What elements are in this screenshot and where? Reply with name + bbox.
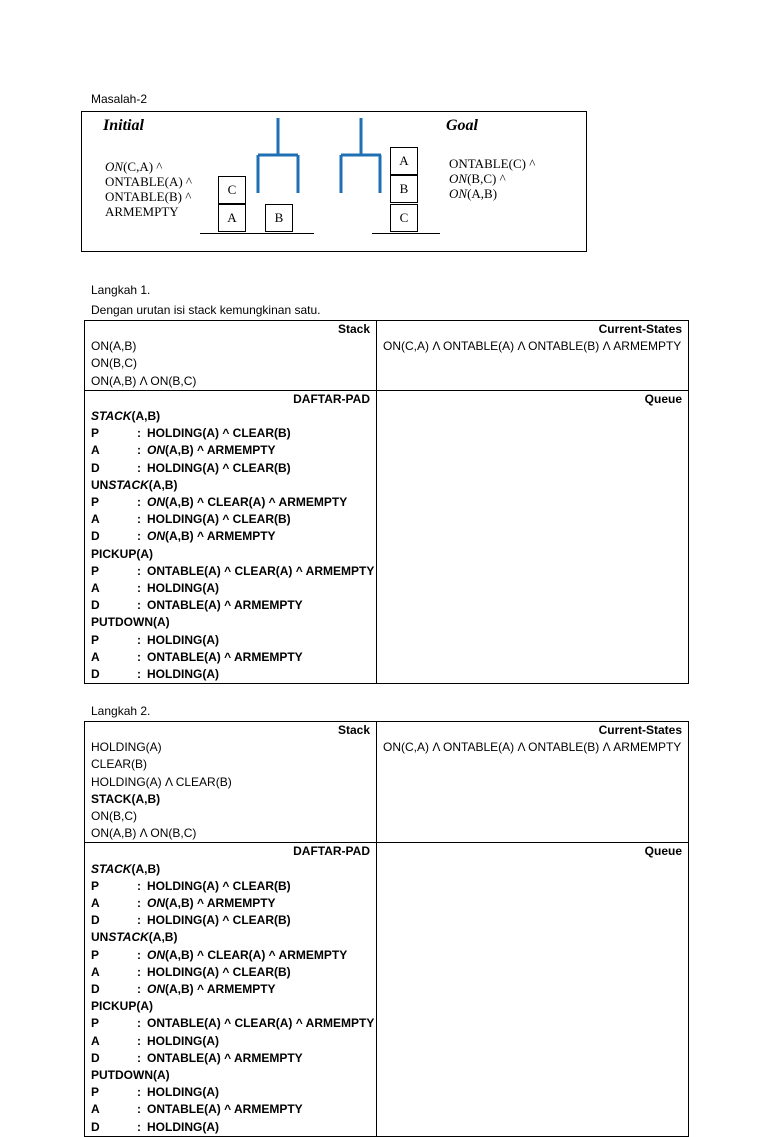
step1-subtitle: Dengan urutan isi stack kemungkinan satu. [91,303,321,317]
operator-row-text: HOLDING(A) [147,1085,219,1100]
operator-row-label: D [91,913,100,928]
operator-row-label: A [91,896,100,911]
operator-row [91,912,370,929]
operator-row-label: A [91,1102,100,1117]
step2-stack-item: HOLDING(A) [91,740,162,755]
operator-row [91,580,370,597]
initial-table-line [200,233,314,234]
operator-name [91,408,370,425]
step2-queue-cell [377,843,689,1136]
operator-row [91,1119,370,1136]
operator-row-separator: : [137,581,141,596]
operator-name-part: (A,B) [131,861,161,876]
operator-row-label: P [91,947,100,962]
operator-row [91,528,370,545]
operator-name-part: UN [91,930,109,945]
predicate-part: ONTABLE(A) ^ [105,174,193,189]
operator-row-label: A [91,581,100,596]
operator-row-separator: : [137,649,141,664]
step1-operator-list [91,408,375,683]
predicate-part: ONTABLE(B) ^ [105,189,192,204]
operator-row-label: A [91,1033,100,1048]
operator-name-part: STACK [108,477,149,492]
predicate-part: (A,B) [467,186,498,201]
step2-title: Langkah 2. [91,704,151,718]
goal-block-c: C [390,204,418,232]
step1-stack-header: Stack [337,322,370,336]
operator-row-separator: : [137,443,141,458]
step2-stack-item: ON(A,B) Λ ON(B,C) [91,826,197,841]
operator-row-label: P [91,1016,100,1031]
operator-row-italic: ON [147,982,165,997]
operator-row [91,563,375,580]
operator-row-label: D [91,598,100,613]
operator-row-text: HOLDING(A) ^ CLEAR(B) [147,512,291,527]
operator-name-part: PUTDOWN(A) [91,1068,170,1083]
operator-row-text: HOLDING(A) [147,1033,219,1048]
operator-row [91,666,370,683]
problem-title: Masalah-2 [91,92,148,106]
operator-row-separator: : [137,563,141,578]
step1-stack-cell [85,321,377,391]
operator-name-part: PICKUP(A) [91,999,153,1014]
operator-row-label: D [91,667,100,682]
operator-name [91,614,370,631]
goal-block-b: B [390,175,418,203]
operator-row [91,1101,370,1118]
operator-row [91,649,370,666]
operator-row-separator: : [137,1119,141,1134]
step1-table [84,320,689,684]
operator-row-label: A [91,512,100,527]
step1-pad-cell [85,390,377,683]
predicate-part: ON [105,159,124,174]
operator-row-label: P [91,878,100,893]
state-predicate [105,174,192,189]
operator-row-text: ONTABLE(A) ^ ARMEMPTY [147,1050,303,1065]
operator-name-part: PICKUP(A) [91,546,153,561]
operator-row-label: P [91,632,100,647]
state-predicate [449,186,535,201]
operator-row-text: ONTABLE(A) ^ ARMEMPTY [147,1102,303,1117]
step1-queue-header: Queue [644,391,682,406]
operator-row-separator: : [137,1102,141,1117]
step1-pad-header: DAFTAR-PAD [293,391,370,406]
state-predicate [105,159,192,174]
operator-row-text: HOLDING(A) ^ CLEAR(B) [147,964,291,979]
step1-queue-cell [377,390,689,683]
operator-row [91,1015,375,1032]
operator-row-text: ONTABLE(A) ^ CLEAR(A) ^ ARMEMPTY [147,1016,375,1031]
operator-name-part: STACK [91,409,132,424]
initial-label: Initial [103,117,144,134]
operator-row [91,947,370,964]
step2-stack-item: ON(B,C) [91,809,137,824]
robot-arms-icon [252,117,382,197]
operator-row [91,981,370,998]
predicate-part: ARMEMPTY [105,204,179,219]
operator-row-text: (A,B) ^ CLEAR(A) ^ ARMEMPTY [165,947,348,962]
operator-row-italic: ON [147,896,165,911]
problem-diagram [81,111,587,252]
operator-row-separator: : [137,947,141,962]
step2-stack-item: STACK(A,B) [91,791,161,806]
operator-row-text: HOLDING(A) [147,1119,219,1134]
operator-row [91,1050,370,1067]
step2-pad-cell [85,843,377,1136]
goal-label: Goal [446,117,478,134]
predicate-part: ON [449,186,468,201]
step2-table [84,721,689,1137]
goal-state-list [449,156,535,201]
operator-row [91,878,370,895]
operator-row-text: ONTABLE(A) ^ CLEAR(A) ^ ARMEMPTY [147,563,375,578]
operator-row-text: HOLDING(A) ^ CLEAR(B) [147,460,291,475]
operator-row-separator: : [137,426,141,441]
step2-queue-header: Queue [644,844,682,859]
operator-name-part: (A,B) [148,477,178,492]
operator-row-separator: : [137,598,141,613]
operator-row [91,1033,370,1050]
operator-row-italic: ON [147,529,165,544]
predicate-part: ON [449,171,468,186]
operator-row-text: ONTABLE(A) ^ ARMEMPTY [147,649,303,664]
operator-row-separator: : [137,982,141,997]
operator-row-label: P [91,495,100,510]
operator-row-label: D [91,529,100,544]
operator-name [91,861,370,878]
step2-stack-item: HOLDING(A) Λ CLEAR(B) [91,774,232,789]
step1-states-cell [377,321,689,391]
operator-row-separator: : [137,512,141,527]
operator-row-separator: : [137,1016,141,1031]
operator-row-text: ONTABLE(A) ^ ARMEMPTY [147,598,303,613]
operator-row-text: (A,B) ^ CLEAR(A) ^ ARMEMPTY [165,495,348,510]
operator-row-label: D [91,982,100,997]
operator-row-label: D [91,1050,100,1065]
operator-row [91,425,370,442]
operator-row-text: HOLDING(A) [147,632,219,647]
operator-name-part: UN [91,477,109,492]
operator-row-separator: : [137,667,141,682]
predicate-part: (B,C) ^ [467,171,506,186]
goal-block-a: A [390,147,418,175]
operator-name-part: STACK [91,861,132,876]
operator-name [91,998,370,1015]
operator-row-italic: ON [147,443,165,458]
goal-table-line [372,233,440,234]
step2-stack-cell [85,722,377,843]
step1-stack-item: ON(A,B) Λ ON(B,C) [91,373,197,388]
operator-row-separator: : [137,1085,141,1100]
predicate-part: (C,A) ^ [123,159,163,174]
state-predicate [449,156,535,171]
operator-row-text: HOLDING(A) [147,581,219,596]
operator-row-text: (A,B) ^ ARMEMPTY [165,982,276,997]
operator-row-text: HOLDING(A) ^ CLEAR(B) [147,913,291,928]
operator-row-label: D [91,1119,100,1134]
operator-row-separator: : [137,460,141,475]
step2-states-header: Current-States [598,723,682,737]
state-predicate [105,204,192,219]
operator-name [91,546,370,563]
operator-row-label: P [91,563,100,578]
operator-row-text: HOLDING(A) ^ CLEAR(B) [147,426,291,441]
initial-state-list [105,159,192,219]
operator-row-separator: : [137,964,141,979]
operator-name-part: STACK [108,930,149,945]
operator-row-separator: : [137,495,141,510]
operator-row-separator: : [137,913,141,928]
step1-current-states: ON(C,A) Λ ONTABLE(A) Λ ONTABLE(B) Λ ARMEMPTY [383,339,682,354]
step2-stack-item: CLEAR(B) [91,757,148,772]
operator-row-separator: : [137,1050,141,1065]
operator-row-text: (A,B) ^ ARMEMPTY [165,896,276,911]
operator-row [91,597,370,614]
operator-row-label: A [91,964,100,979]
operator-name [91,929,370,946]
operator-row-label: A [91,443,100,458]
left-arm-icon [258,118,298,193]
step1-states-header: Current-States [598,322,682,336]
operator-row [91,442,370,459]
operator-row [91,632,370,649]
initial-block-b: B [265,204,293,232]
operator-row-italic: ON [147,495,165,510]
operator-name [91,1067,370,1084]
operator-name-part: PUTDOWN(A) [91,615,170,630]
step1-stack-item: ON(B,C) [91,356,137,371]
operator-row [91,460,370,477]
operator-name-part: (A,B) [131,409,161,424]
initial-block-c: C [218,176,246,204]
operator-row-italic: ON [147,947,165,962]
operator-row-text: (A,B) ^ ARMEMPTY [165,443,276,458]
operator-row-separator: : [137,896,141,911]
operator-row-separator: : [137,529,141,544]
operator-row-separator: : [137,632,141,647]
state-predicate [449,171,535,186]
operator-row-label: D [91,460,100,475]
right-arm-icon [341,118,381,193]
state-predicate [105,189,192,204]
step1-title: Langkah 1. [91,283,151,297]
step1-stack-item: ON(A,B) [91,339,137,354]
operator-row-text: (A,B) ^ ARMEMPTY [165,529,276,544]
operator-name-part: (A,B) [148,930,178,945]
operator-row-separator: : [137,878,141,893]
operator-row [91,964,370,981]
predicate-part: ONTABLE(C) ^ [449,156,536,171]
operator-row-label: P [91,1085,100,1100]
operator-row [91,511,370,528]
step2-current-states: ON(C,A) Λ ONTABLE(A) Λ ONTABLE(B) Λ ARMEMPTY [383,740,682,755]
step2-stack-header: Stack [337,723,370,737]
step2-states-cell [377,722,689,843]
operator-row [91,895,370,912]
operator-name [91,477,370,494]
operator-row-text: HOLDING(A) [147,667,219,682]
operator-row-text: HOLDING(A) ^ CLEAR(B) [147,878,291,893]
step2-operator-list [91,861,375,1136]
operator-row-label: P [91,426,100,441]
initial-block-a: A [218,204,246,232]
operator-row-separator: : [137,1033,141,1048]
operator-row [91,1084,370,1101]
operator-row-label: A [91,649,100,664]
step2-pad-header: DAFTAR-PAD [293,844,370,859]
operator-row [91,494,370,511]
